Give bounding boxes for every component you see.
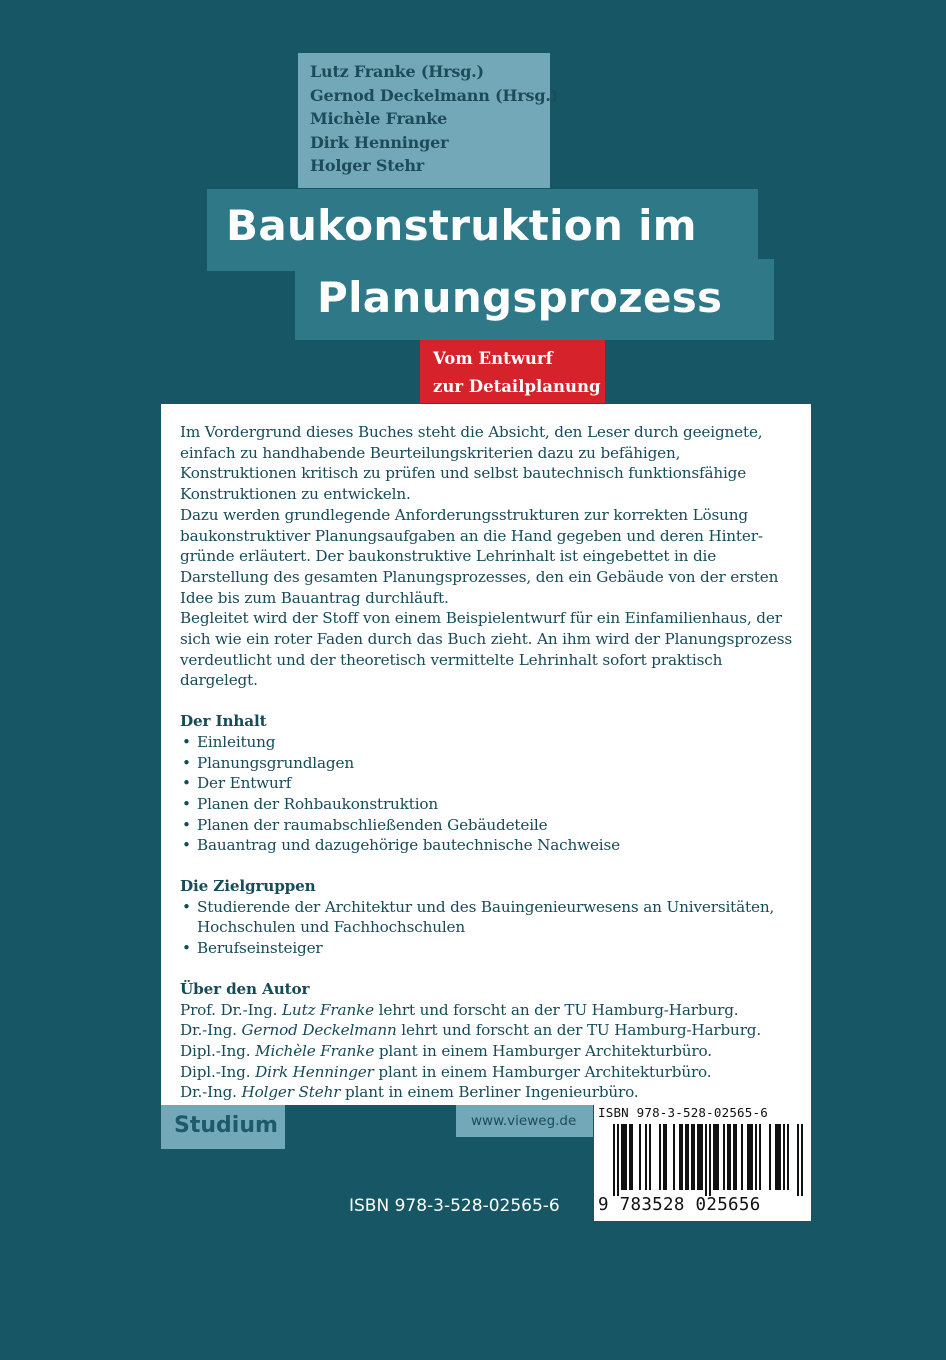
about-name: Holger Stehr [241,1083,341,1102]
barcode-bar [631,1124,633,1190]
website-label: www.vieweg.de [456,1105,593,1137]
barcode-bar [759,1124,761,1190]
barcode [594,1104,811,1221]
barcode-bar [783,1124,785,1190]
barcode-bar [749,1124,751,1190]
barcode-bar [663,1124,665,1190]
about-title: Prof. Dr.-Ing. [180,1000,282,1019]
barcode-bar [629,1124,631,1190]
series-label: Studium [161,1105,285,1149]
barcode-bar [613,1124,615,1196]
barcode-bar [715,1124,717,1190]
about-title: Dipl.-Ing. [180,1041,256,1060]
about-title: Dipl.-Ing. [180,1062,256,1081]
barcode-bar [691,1124,693,1190]
about-line [180,1020,799,1041]
about-text: lehrt und forscht an der TU Hamburg-Harburg. [396,1021,762,1040]
about-lines [180,1000,799,1104]
about-text: plant in einem Hamburger Architekturbüro. [373,1062,712,1081]
book-title-line-1: Baukonstruktion im [207,189,758,271]
list-item: • Planungsgrundlagen [180,753,799,774]
barcode-bars [597,1124,808,1196]
barcode-bar [639,1124,641,1190]
about-name: Dirk Henninger [255,1062,374,1081]
intro-paragraph: Im Vordergrund dieses Buches steht die Absicht, den Leser durch geeignete, einfach zu handhabende Beurteilungskriterien dazu zu befähigen, Konstruktionen kritisch zu prüfen und selbst bautechnisch funktionsfähige Konstruktionen zu entwickeln. [180,423,763,504]
barcode-digits: 9 783528 025656 [598,1195,761,1215]
description-panel [161,404,811,1105]
about-text: plant in einem Hamburger Architekturbüro. [374,1041,712,1060]
barcode-bar [679,1124,681,1190]
barcode-bar [645,1124,647,1190]
barcode-bar [623,1124,625,1190]
contents-list [180,732,799,856]
author-name: Gernod Deckelmann (Hrsg.) [310,85,559,105]
authors-block [298,53,559,188]
about-title: Dr.-Ing. [180,1021,242,1040]
list-item: • Planen der Rohbaukonstruktion [180,794,799,815]
list-item: • Planen der raumabschließenden Gebäudeteile [180,815,799,836]
barcode-bar [699,1124,701,1190]
audience-list [180,897,799,959]
barcode-bar [751,1124,753,1190]
barcode-bar [685,1124,687,1190]
barcode-bar [701,1124,703,1190]
intro-paragraph: Begleitet wird der Stoff von einem Beispielentwurf für ein Einfamilienhaus, der sich wie ein roter Faden durch das Buch zieht. An ihm wird der Planungsprozess verdeutlicht und der theoretisch vermittelte Lehrinhalt sofort praktisch dargelegt. [180,609,792,690]
list-item: • Studierende der Architektur und des Bauingenieurwesens an Universitäten, Hochschulen und Fachhochschulen [180,897,799,938]
barcode-bar [741,1124,743,1190]
barcode-bar [697,1124,699,1190]
barcode-bar [713,1124,715,1190]
about-heading: Über den Autor [180,979,310,998]
barcode-bar [801,1124,803,1196]
contents-heading: Der Inhalt [180,712,267,731]
isbn-number: ISBN 978-3-528-02565-6 [349,1196,560,1216]
barcode-bar [659,1124,661,1190]
barcode-bar [693,1124,695,1190]
about-line [180,1062,799,1083]
subtitle-line-1: Vom Entwurf [433,349,553,368]
about-line [180,1041,799,1062]
barcode-bar [729,1124,731,1190]
book-title-line-2: Planungsprozess [295,259,774,340]
barcode-bar [727,1124,729,1190]
barcode-bar [747,1124,749,1190]
about-name: Michèle Franke [255,1041,375,1060]
barcode-bar [723,1124,725,1190]
author-name: Lutz Franke (Hrsg.) [310,62,484,81]
about-title: Dr.-Ing. [180,1083,242,1102]
barcode-bar [787,1124,789,1190]
barcode-bar [735,1124,737,1190]
barcode-bar [779,1124,781,1190]
subtitle-line-2: zur Detailplanung [433,377,601,396]
barcode-bar [755,1124,757,1190]
author-name: Holger Stehr [310,156,425,175]
list-item: • Berufseinsteiger [180,938,799,959]
barcode-isbn-text: ISBN 978-3-528-02565-6 [598,1105,768,1120]
list-item: • Einleitung [180,732,799,753]
barcode-bar [673,1124,675,1190]
about-line [180,1000,799,1021]
barcode-bar [769,1124,771,1190]
barcode-bar [797,1124,799,1196]
barcode-bar [733,1124,735,1190]
barcode-bar [625,1124,627,1190]
about-name: Gernod Deckelmann [241,1021,397,1040]
barcode-bar [705,1124,707,1196]
barcode-bar [681,1124,683,1190]
list-item: • Bauantrag und dazugehörige bautechnische Nachweise [180,835,799,856]
author-name: Dirk Henninger [310,132,449,152]
barcode-bar [649,1124,651,1190]
barcode-bar [687,1124,689,1190]
about-line [180,1082,799,1103]
barcode-bar [709,1124,711,1196]
audience-heading: Die Zielgruppen [180,877,316,896]
barcode-bar [775,1124,777,1190]
barcode-bar [617,1124,619,1196]
barcode-bar [777,1124,779,1190]
about-text: lehrt und forscht an der TU Hamburg-Harburg. [373,1000,739,1019]
about-name: Lutz Franke [282,1000,374,1019]
list-item: • Der Entwurf [180,773,799,794]
about-text: plant in einem Berliner Ingenieurbüro. [340,1083,639,1102]
book-subtitle [420,340,605,403]
barcode-bar [665,1124,667,1190]
barcode-bar [621,1124,623,1190]
intro-paragraph: Dazu werden grundlegende Anforderungsstrukturen zur korrekten Lösung baukonstruktiver Planungsaufgaben an die Hand gegeben und deren Hintergründe erläutert. Der baukonstruktive Lehrinhalt ist eingebettet in die Darstellung des gesamten Planungsprozesses, den ein Gebäude von der ersten Idee bis zum Bauantrag durchläuft. [180,505,779,607]
barcode-bar [717,1124,719,1190]
author-name: Michèle Franke [310,109,448,128]
